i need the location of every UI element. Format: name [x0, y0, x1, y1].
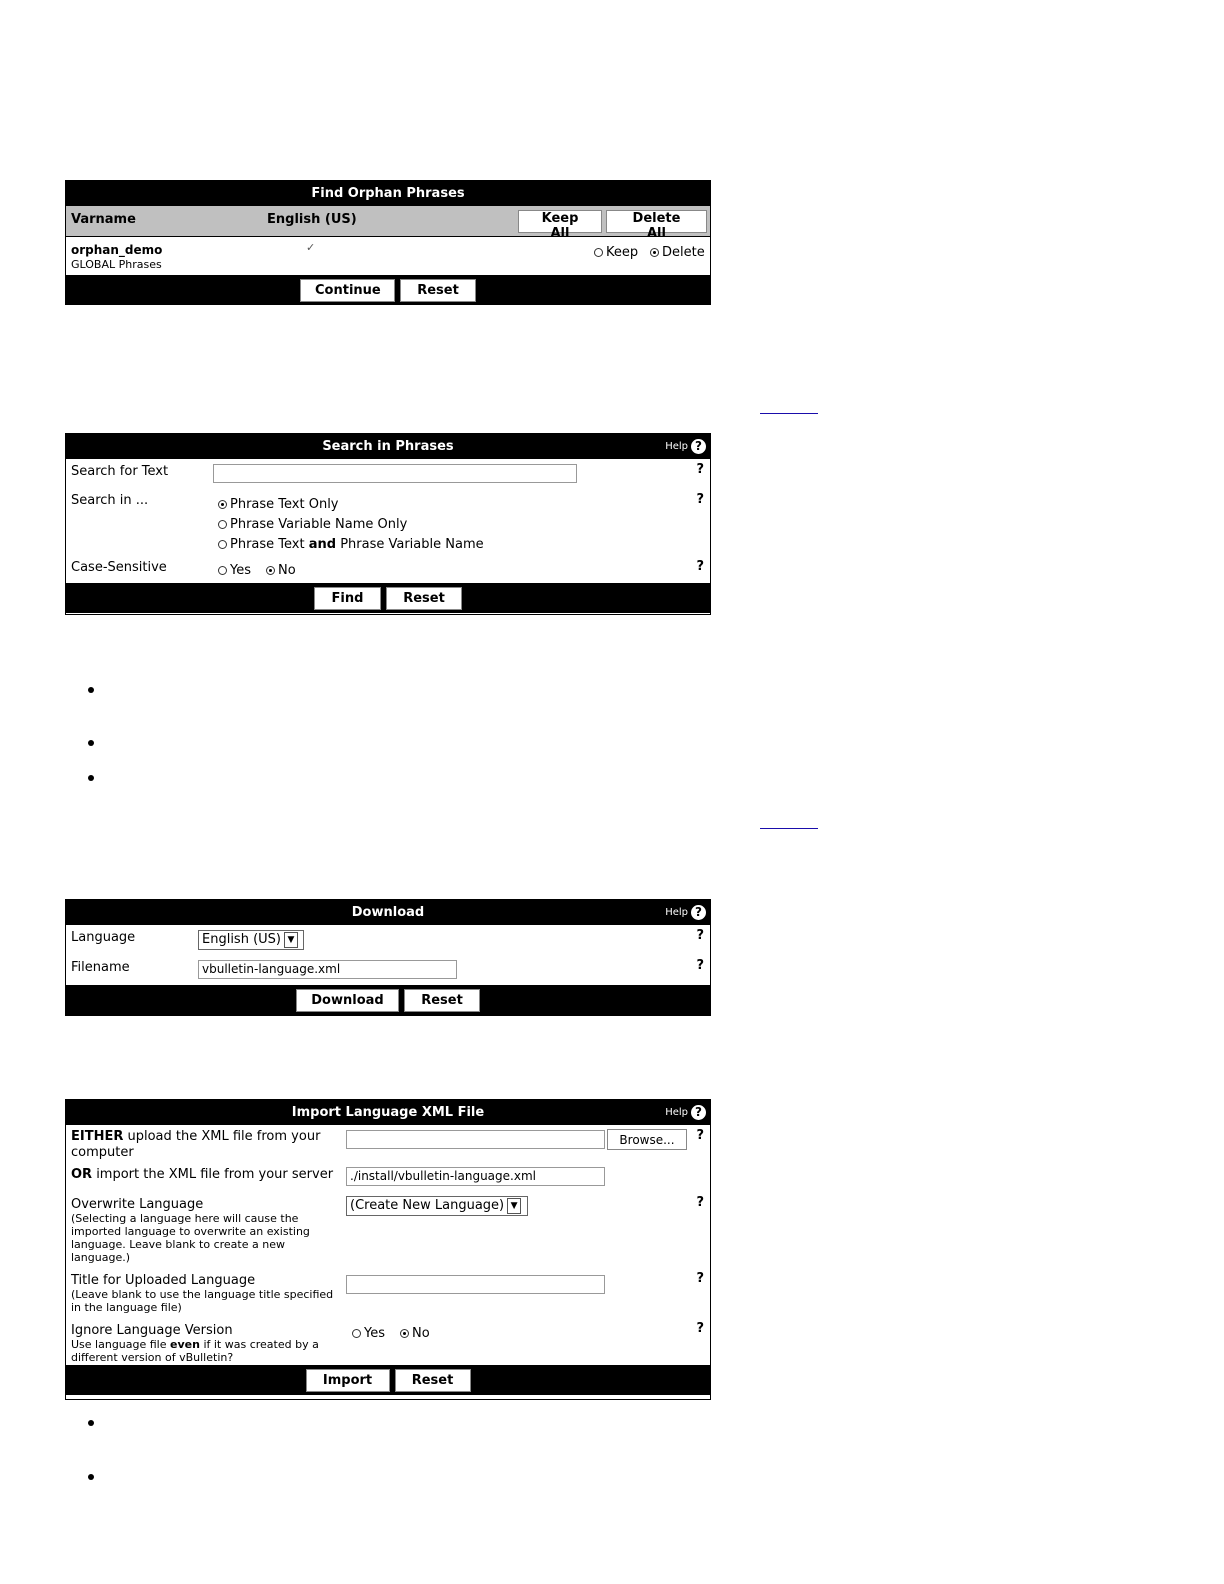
opt2-label: Phrase Variable Name Only	[230, 517, 408, 532]
language-row	[66, 925, 710, 955]
opt3-label-a: Phrase Text	[230, 537, 309, 552]
language-select-value: English (US)	[202, 932, 281, 947]
opt-both[interactable]	[218, 535, 484, 555]
search-footer	[66, 583, 710, 613]
help-circle-icon[interactable]: ?	[691, 905, 706, 920]
overwrite-row	[66, 1194, 710, 1270]
top-link[interactable]	[760, 413, 818, 414]
opt3-label-b: and	[308, 537, 337, 552]
bullet-2	[88, 740, 94, 746]
overwrite-desc: (Selecting a language here will cause the imported language to overwrite an existing language. Leave blank to create a new language.)	[71, 1212, 310, 1264]
upload-label	[71, 1129, 341, 1161]
opt1-radio[interactable]	[218, 500, 227, 509]
bullet-1	[88, 687, 94, 693]
title-row	[66, 1270, 710, 1320]
import-footer	[66, 1365, 710, 1395]
orphan-header-row	[66, 206, 710, 241]
search-in-label: Search in ...	[71, 493, 149, 508]
overwrite-select[interactable]	[346, 1196, 528, 1216]
help-label: Help	[665, 441, 688, 452]
keep-label: Keep	[606, 245, 639, 260]
delete-all-button[interactable]: Delete All	[606, 210, 707, 233]
title-help-icon[interactable]: ?	[696, 1271, 704, 1286]
case-yes[interactable]	[218, 563, 251, 578]
ignore-yes-label: Yes	[364, 1326, 385, 1341]
either-rest: upload the XML file from your computer	[71, 1129, 321, 1160]
help-circle-icon[interactable]: ?	[691, 439, 706, 454]
checkmark-icon: ✓	[306, 241, 316, 254]
delete-radio[interactable]	[650, 245, 705, 260]
either-bold: EITHER	[71, 1129, 124, 1144]
search-panel-title	[66, 434, 710, 459]
case-no[interactable]	[266, 563, 296, 578]
continue-button[interactable]: Continue	[300, 279, 395, 302]
ignore-yes[interactable]	[352, 1326, 385, 1341]
case-no-radio[interactable]	[266, 566, 275, 575]
ignore-no-label: No	[412, 1326, 430, 1341]
help-label: Help	[665, 1107, 688, 1118]
search-text-label: Search for Text	[71, 464, 169, 479]
opt-variable-name[interactable]	[218, 515, 484, 535]
server-path-input[interactable]: ./install/vbulletin-language.xml	[346, 1167, 605, 1186]
download-button[interactable]: Download	[296, 989, 399, 1012]
help-label: Help	[665, 907, 688, 918]
ignore-row	[66, 1320, 710, 1365]
import-panel	[65, 1099, 711, 1400]
ignore-no-radio[interactable]	[400, 1329, 409, 1338]
ignore-yes-radio[interactable]	[352, 1329, 361, 1338]
title-label: Title for Uploaded Language	[71, 1273, 256, 1288]
upload-file-input[interactable]	[346, 1130, 605, 1149]
language-help-icon[interactable]: ?	[696, 928, 704, 943]
case-no-label: No	[278, 563, 296, 578]
opt-phrase-text[interactable]	[218, 495, 484, 515]
find-button[interactable]: Find	[314, 587, 381, 610]
orphan-phrases-panel	[65, 180, 711, 305]
keep-all-button[interactable]: Keep All	[518, 210, 602, 233]
download-title-text: Download	[351, 905, 425, 920]
opt1-label: Phrase Text Only	[230, 497, 339, 512]
upload-help-icon[interactable]: ?	[696, 1128, 704, 1143]
dropdown-arrow-icon[interactable]: ▼	[284, 932, 298, 948]
overwrite-help-icon[interactable]: ?	[696, 1195, 704, 1210]
search-help[interactable]	[665, 434, 706, 459]
overwrite-label: Overwrite Language	[71, 1197, 204, 1212]
search-text-row	[66, 459, 710, 489]
bullet-3	[88, 775, 94, 781]
search-in-options	[218, 495, 484, 555]
or-bold: OR	[71, 1167, 93, 1182]
import-panel-title	[66, 1100, 710, 1125]
title-input[interactable]	[346, 1275, 605, 1294]
case-label: Case-Sensitive	[71, 560, 167, 575]
orphan-reset-button[interactable]: Reset	[400, 279, 476, 302]
ignore-desc-b: even	[170, 1338, 200, 1351]
browse-button[interactable]: Browse...	[607, 1129, 687, 1150]
case-help-icon[interactable]: ?	[696, 559, 704, 574]
ignore-label: Ignore Language Version	[71, 1323, 233, 1338]
search-in-row	[66, 489, 710, 556]
filename-label: Filename	[71, 960, 130, 975]
import-button[interactable]: Import	[306, 1369, 390, 1392]
search-text-input[interactable]	[213, 464, 577, 483]
help-circle-icon[interactable]: ?	[691, 1105, 706, 1120]
import-reset-button[interactable]: Reset	[395, 1369, 471, 1392]
download-panel-title	[66, 900, 710, 925]
search-title-text: Search in Phrases	[322, 439, 454, 454]
top-link-2[interactable]	[760, 828, 818, 829]
bullet-4	[88, 1420, 94, 1426]
orphan-group: GLOBAL Phrases	[71, 258, 162, 271]
orphan-row	[66, 237, 710, 275]
orphan-footer	[66, 275, 710, 305]
download-reset-button[interactable]: Reset	[404, 989, 480, 1012]
orphan-panel-title: Find Orphan Phrases	[66, 181, 710, 206]
orphan-varname: orphan_demo	[71, 243, 163, 257]
import-help[interactable]	[665, 1100, 706, 1125]
search-in-help-icon[interactable]: ?	[696, 492, 704, 507]
keep-radio[interactable]	[594, 245, 638, 260]
language-label: Language	[71, 930, 136, 945]
filename-row	[66, 955, 710, 985]
case-yes-label: Yes	[230, 563, 251, 578]
opt3-label-c: Phrase Variable Name	[336, 537, 484, 552]
ignore-desc	[71, 1338, 341, 1364]
download-help[interactable]	[665, 900, 706, 925]
col-varname: Varname	[71, 212, 136, 227]
keep-radio-circle[interactable]	[594, 248, 603, 257]
case-row	[66, 556, 710, 583]
ignore-desc-c: if it was created by a different version of vBulletin?	[71, 1338, 319, 1364]
delete-radio-circle[interactable]	[650, 248, 659, 257]
search-reset-button[interactable]: Reset	[386, 587, 462, 610]
ignore-desc-a: Use language file	[71, 1338, 171, 1351]
search-phrases-panel	[65, 433, 711, 615]
title-desc: (Leave blank to use the language title specified in the language file)	[71, 1288, 334, 1314]
col-language: English (US)	[267, 212, 357, 227]
download-footer	[66, 985, 710, 1015]
filename-help-icon[interactable]: ?	[696, 958, 704, 973]
language-select[interactable]	[198, 930, 304, 950]
bullet-5	[88, 1474, 94, 1480]
dropdown-arrow-icon[interactable]: ▼	[507, 1198, 521, 1214]
search-text-help-icon[interactable]: ?	[696, 462, 704, 477]
case-yes-radio[interactable]	[218, 566, 227, 575]
overwrite-select-value: (Create New Language)	[350, 1198, 505, 1213]
ignore-no[interactable]	[400, 1326, 430, 1341]
opt2-radio[interactable]	[218, 520, 227, 529]
filename-input[interactable]: vbulletin-language.xml	[198, 960, 457, 979]
ignore-help-icon[interactable]: ?	[696, 1321, 704, 1336]
server-row	[66, 1164, 710, 1194]
delete-label: Delete	[662, 245, 705, 260]
server-label	[71, 1167, 333, 1182]
or-rest: import the XML file from your server	[92, 1167, 334, 1182]
upload-row	[66, 1125, 710, 1164]
download-panel	[65, 899, 711, 1016]
import-title-text: Import Language XML File	[291, 1105, 485, 1120]
opt3-radio[interactable]	[218, 540, 227, 549]
